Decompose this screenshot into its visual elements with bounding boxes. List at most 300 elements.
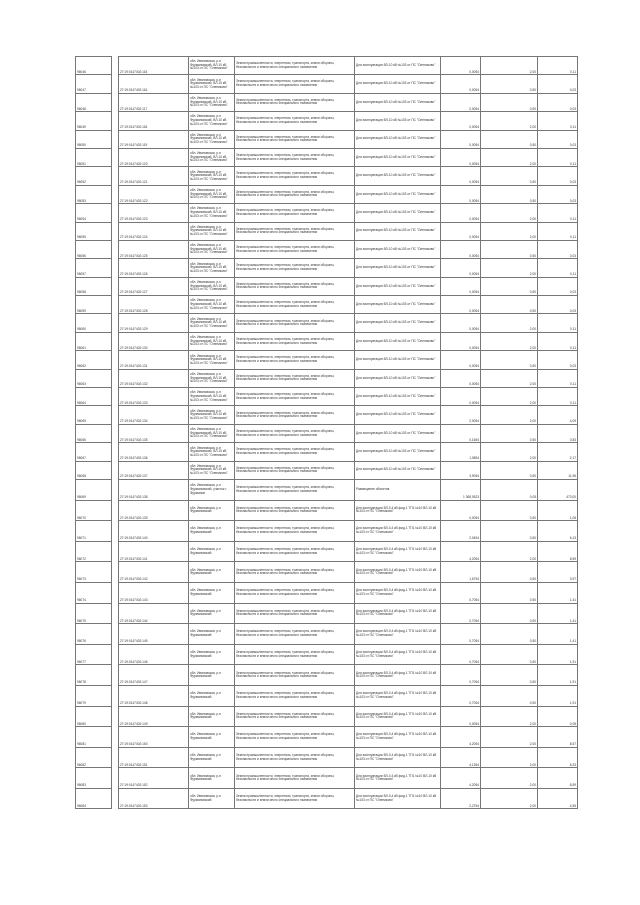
row-spacer — [112, 747, 119, 768]
row-land-category: Земли промышленности, энергетики, транспорта, земли обороны, безопасности и земли иного специального назначения — [235, 277, 355, 295]
row-spacer — [112, 57, 119, 75]
row-cadastral-number: 27:19:0147402:138 — [119, 479, 189, 500]
row-area: 0,7054 — [441, 603, 481, 624]
table-row — [76, 521, 578, 542]
row-rate: 0,50 — [481, 582, 538, 603]
row-area: 0,7054 — [441, 582, 481, 603]
row-land-category: Земли промышленности, энергетики, транспорта, земли обороны, безопасности и земли иного специального назначения — [235, 204, 355, 222]
row-area: 0,7054 — [441, 624, 481, 645]
row-land-category: Земли промышленности, энергетики, транспорта, земли обороны, безопасности и земли иного специального назначения — [235, 461, 355, 479]
table-row — [76, 185, 578, 203]
row-rate: 2,00 — [481, 747, 538, 768]
table-row — [76, 388, 578, 406]
row-area: 0,0054 — [441, 167, 481, 185]
row-cadastral-number: 27:19:0147402:124 — [119, 222, 189, 240]
row-code: 96047 — [76, 75, 112, 93]
row-land-category: Земли промышленности, энергетики, транспорта, земли обороны, безопасности и земли иного специального назначения — [235, 603, 355, 624]
row-code: 96071 — [76, 521, 112, 542]
row-area: 0,0054 — [441, 314, 481, 332]
row-rate: 0,50 — [481, 685, 538, 706]
row-permitted-use: Для эксплуатации ВЛ-10 кВ №103 от ПС "Олениково" — [355, 461, 441, 479]
row-amount: 473,00 — [538, 479, 578, 500]
row-permitted-use: Для эксплуатации ВЛ-10 кВ №103 от ПС "Олениково" — [355, 185, 441, 203]
row-permitted-use: Для эксплуатации ВЛ-0,4 кВ фид.1 ТП1 №10 ВЛ-10 кВ №103 от ПС "Олениково" — [355, 521, 441, 542]
row-rate: 0,50 — [481, 461, 538, 479]
row-amount: 0,11 — [538, 332, 578, 350]
row-amount: 1,41 — [538, 582, 578, 603]
row-cadastral-number: 27:19:0147402:122 — [119, 185, 189, 203]
row-permitted-use: Для эксплуатации ВЛ-10 кВ №103 от ПС "Олениково" — [355, 204, 441, 222]
row-amount: 1,91 — [538, 685, 578, 706]
table-row — [76, 369, 578, 387]
row-address: обл. Ивановская, р-н Фурмановский, ВЛ-10 кВ №103 от ПС "Олениково" — [189, 204, 235, 222]
row-spacer — [112, 424, 119, 442]
row-amount: 2,17 — [538, 443, 578, 461]
table-row — [76, 461, 578, 479]
row-area: 0,0054 — [441, 112, 481, 130]
row-code: 96065 — [76, 406, 112, 424]
row-rate: 0,50 — [481, 521, 538, 542]
row-permitted-use: Для эксплуатации ВЛ-0,4 кВ фид.1 ТП1 №10 ВЛ-10 кВ №103 от ПС "Олениково" — [355, 500, 441, 521]
row-area: 0,0054 — [441, 351, 481, 369]
row-area: 0,7054 — [441, 685, 481, 706]
row-area: 0,0054 — [441, 75, 481, 93]
row-spacer — [112, 351, 119, 369]
row-rate: 2,00 — [481, 204, 538, 222]
row-amount: 0,03 — [538, 130, 578, 148]
row-spacer — [112, 167, 119, 185]
row-area: 0,0054 — [441, 706, 481, 727]
row-amount: 0,11 — [538, 222, 578, 240]
table-row — [76, 424, 578, 442]
row-spacer — [112, 706, 119, 727]
row-area: 2,0454 — [441, 521, 481, 542]
row-rate: 2,00 — [481, 706, 538, 727]
row-area: 0,0054 — [441, 332, 481, 350]
table-row — [76, 130, 578, 148]
row-rate: 0,50 — [481, 644, 538, 665]
row-address: обл. Ивановская, р-н Фурмановский, ВЛ-10 кВ №103 от ПС "Олениково" — [189, 424, 235, 442]
row-rate: 2,00 — [481, 541, 538, 562]
row-rate: 2,00 — [481, 222, 538, 240]
row-cadastral-number: 27:19:0147402:142 — [119, 562, 189, 583]
row-address: обл. Ивановская, р-н Фурмановский, ВЛ-10 кВ №103 от ПС "Олениково" — [189, 332, 235, 350]
row-address: обл. Ивановская, р-н Фурмановский — [189, 685, 235, 706]
row-land-category: Земли промышленности, энергетики, транспорта, земли обороны, безопасности и земли иного специального назначения — [235, 500, 355, 521]
row-spacer — [112, 582, 119, 603]
table-row — [76, 277, 578, 295]
row-address: обл. Ивановская, р-н Фурмановский — [189, 562, 235, 583]
row-land-category: Земли промышленности, энергетики, транспорта, земли обороны, безопасности и земли иного специального назначения — [235, 148, 355, 166]
table-row — [76, 332, 578, 350]
row-spacer — [112, 665, 119, 686]
row-code: 96068 — [76, 461, 112, 479]
row-land-category: Земли промышленности, энергетики, транспорта, земли обороны, безопасности и земли иного специального назначения — [235, 541, 355, 562]
row-amount: 8,57 — [538, 727, 578, 748]
row-rate: 0,50 — [481, 562, 538, 583]
row-area: 4,2054 — [441, 727, 481, 748]
row-land-category: Земли промышленности, энергетики, транспорта, земли обороны, безопасности и земли иного специального назначения — [235, 768, 355, 789]
row-land-category: Земли промышленности, энергетики, транспорта, земли обороны, безопасности и земли иного специального назначения — [235, 314, 355, 332]
row-permitted-use: Для эксплуатации ВЛ-10 кВ №103 от ПС "Олениково" — [355, 369, 441, 387]
row-code: 96078 — [76, 665, 112, 686]
table-row — [76, 788, 578, 809]
row-amount: 1,91 — [538, 665, 578, 686]
row-area: 0,0054 — [441, 277, 481, 295]
row-amount: 0,03 — [538, 351, 578, 369]
row-spacer — [112, 277, 119, 295]
row-permitted-use: Для эксплуатации ВЛ-0,4 кВ фид.1 ТП1 №10 ВЛ-10 кВ №103 от ПС "Олениково" — [355, 788, 441, 809]
row-code: 96066 — [76, 424, 112, 442]
table-row — [76, 727, 578, 748]
row-cadastral-number: 27:19:0147402:153 — [119, 788, 189, 809]
row-land-category: Земли промышленности, энергетики, транспорта, земли обороны, безопасности и земли иного специального назначения — [235, 351, 355, 369]
row-amount: 0,11 — [538, 57, 578, 75]
row-address: обл. Ивановская, р-н Фурмановский — [189, 624, 235, 645]
row-area: 0,0054 — [441, 259, 481, 277]
row-area: 4,2054 — [441, 768, 481, 789]
row-spacer — [112, 185, 119, 203]
row-land-category: Земли промышленности, энергетики, транспорта, земли обороны, безопасности и земли иного специального назначения — [235, 240, 355, 258]
row-area: 0,0054 — [441, 222, 481, 240]
row-spacer — [112, 603, 119, 624]
row-address: обл. Ивановская, р-н Фурмановский — [189, 727, 235, 748]
row-address: обл. Ивановская, р-н Фурмановский — [189, 768, 235, 789]
row-code: 96081 — [76, 727, 112, 748]
row-permitted-use: Для эксплуатации ВЛ-0,4 кВ фид.1 ТП1 №10 ВЛ-10 кВ №103 от ПС "Олениково" — [355, 582, 441, 603]
row-permitted-use: Для эксплуатации ВЛ-10 кВ №103 от ПС "Олениково" — [355, 75, 441, 93]
row-address: обл. Ивановская, р-н Фурмановский, ВЛ-10 кВ №103 от ПС "Олениково" — [189, 240, 235, 258]
row-address: обл. Ивановская, р-н Фурмановский, ВЛ-10 кВ №103 от ПС "Олениково" — [189, 259, 235, 277]
row-area: 0,0054 — [441, 57, 481, 75]
row-amount: 0,11 — [538, 112, 578, 130]
row-amount: 0,11 — [538, 259, 578, 277]
row-code: 96077 — [76, 644, 112, 665]
row-land-category: Земли промышленности, энергетики, транспорта, земли обороны, безопасности и земли иного специального назначения — [235, 685, 355, 706]
row-rate: 0,05 — [481, 479, 538, 500]
row-cadastral-number: 27:19:0147402:132 — [119, 369, 189, 387]
row-area: 0,0054 — [441, 240, 481, 258]
row-code: 96048 — [76, 93, 112, 111]
row-code: 96079 — [76, 685, 112, 706]
row-code: 96051 — [76, 148, 112, 166]
row-amount: 0,11 — [538, 314, 578, 332]
row-land-category: Земли промышленности, энергетики, транспорта, земли обороны, безопасности и земли иного специального назначения — [235, 112, 355, 130]
document-page — [75, 56, 577, 809]
row-rate: 0,50 — [481, 665, 538, 686]
row-area: 0,0054 — [441, 388, 481, 406]
row-code: 96053 — [76, 185, 112, 203]
row-cadastral-number: 27:19:0147402:139 — [119, 500, 189, 521]
row-code: 96072 — [76, 541, 112, 562]
row-land-category: Земли промышленности, энергетики, транспорта, земли обороны, безопасности и земли иного специального назначения — [235, 443, 355, 461]
row-permitted-use: Для эксплуатации ВЛ-10 кВ №103 от ПС "Олениково" — [355, 93, 441, 111]
row-cadastral-number: 27:19:0147402:141 — [119, 541, 189, 562]
row-area: 2,0054 — [441, 406, 481, 424]
row-spacer — [112, 259, 119, 277]
row-address: обл. Ивановская, р-н Фурмановский — [189, 521, 235, 542]
row-rate: 0,50 — [481, 277, 538, 295]
row-area: 3,9054 — [441, 461, 481, 479]
row-rate: 2,00 — [481, 314, 538, 332]
row-code: 96067 — [76, 443, 112, 461]
row-permitted-use: Для эксплуатации ВЛ-10 кВ №103 от ПС "Олениково" — [355, 167, 441, 185]
row-land-category: Земли промышленности, энергетики, транспорта, земли обороны, безопасности и земли иного специального назначения — [235, 747, 355, 768]
row-amount: 3,97 — [538, 562, 578, 583]
row-land-category: Земли промышленности, энергетики, транспорта, земли обороны, безопасности и земли иного специального назначения — [235, 388, 355, 406]
row-code: 96049 — [76, 112, 112, 130]
row-permitted-use: Для эксплуатации ВЛ-0,4 кВ фид.1 ТП1 №10 ВЛ-10 кВ №103 от ПС "Олениково" — [355, 706, 441, 727]
row-area: 0,0054 — [441, 130, 481, 148]
row-amount: 0,08 — [538, 706, 578, 727]
row-code: 96083 — [76, 768, 112, 789]
row-code: 96046 — [76, 57, 112, 75]
row-spacer — [112, 369, 119, 387]
row-cadastral-number: 27:19:0147402:119 — [119, 130, 189, 148]
row-permitted-use: Для эксплуатации ВЛ-10 кВ №103 от ПС "Олениково" — [355, 314, 441, 332]
row-land-category: Земли промышленности, энергетики, транспорта, земли обороны, безопасности и земли иного специального назначения — [235, 479, 355, 500]
row-area: 2,2754 — [441, 788, 481, 809]
row-amount: 1,91 — [538, 644, 578, 665]
row-address: обл. Ивановская, р-н Фурмановский — [189, 541, 235, 562]
row-area: 1,6754 — [441, 562, 481, 583]
row-spacer — [112, 443, 119, 461]
row-land-category: Земли промышленности, энергетики, транспорта, земли обороны, безопасности и земли иного специального назначения — [235, 130, 355, 148]
row-code: 96057 — [76, 259, 112, 277]
row-rate: 0,50 — [481, 424, 538, 442]
row-spacer — [112, 222, 119, 240]
row-address: обл. Ивановская, р-н Фурмановский, ВЛ-10 кВ №103 от ПС "Олениково" — [189, 222, 235, 240]
row-amount: 8,59 — [538, 541, 578, 562]
row-spacer — [112, 93, 119, 111]
table-row — [76, 222, 578, 240]
row-rate: 2,00 — [481, 112, 538, 130]
row-code: 96059 — [76, 296, 112, 314]
row-area: 0,7054 — [441, 665, 481, 686]
row-cadastral-number: 27:19:0147402:131 — [119, 351, 189, 369]
row-permitted-use: Для эксплуатации ВЛ-10 кВ №103 от ПС "Олениково" — [355, 130, 441, 148]
row-address: обл. Ивановская, р-н Фурмановский, ВЛ-10 кВ №103 от ПС "Олениково" — [189, 167, 235, 185]
row-cadastral-number: 27:19:0147402:147 — [119, 665, 189, 686]
row-code: 96074 — [76, 582, 112, 603]
row-cadastral-number: 27:19:0147402:127 — [119, 277, 189, 295]
row-land-category: Земли промышленности, энергетики, транспорта, земли обороны, безопасности и земли иного специального назначения — [235, 582, 355, 603]
row-amount: 8,59 — [538, 768, 578, 789]
row-cadastral-number: 27:19:0147402:151 — [119, 747, 189, 768]
row-permitted-use: Для эксплуатации ВЛ-0,4 кВ фид.1 ТП1 №10 ВЛ-10 кВ №103 от ПС "Олениково" — [355, 603, 441, 624]
row-amount: 0,11 — [538, 388, 578, 406]
row-cadastral-number: 27:19:0147402:150 — [119, 727, 189, 748]
row-rate: 2,00 — [481, 57, 538, 75]
row-permitted-use: Для эксплуатации ВЛ-10 кВ №103 от ПС "Олениково" — [355, 277, 441, 295]
row-permitted-use: Для эксплуатации ВЛ-0,4 кВ фид.1 ТП1 №10 ВЛ-10 кВ №103 от ПС "Олениково" — [355, 562, 441, 583]
row-permitted-use: Для эксплуатации ВЛ-10 кВ №103 от ПС "Олениково" — [355, 388, 441, 406]
row-area: 0,0054 — [441, 500, 481, 521]
row-address: обл. Ивановская, р-н Фурмановский — [189, 747, 235, 768]
row-amount: 1,41 — [538, 603, 578, 624]
table-row — [76, 406, 578, 424]
row-address: обл. Ивановская, р-н Фурмановский, ВЛ-10 кВ №103 от ПС "Олениково" — [189, 130, 235, 148]
row-rate: 2,00 — [481, 788, 538, 809]
table-row — [76, 112, 578, 130]
row-cadastral-number: 27:19:0147402:135 — [119, 424, 189, 442]
row-address: обл. Ивановская, р-н Фурмановский, ВЛ-10 кВ №103 от ПС "Олениково" — [189, 93, 235, 111]
row-amount: 4,55 — [538, 788, 578, 809]
row-rate: 0,50 — [481, 351, 538, 369]
table-row — [76, 747, 578, 768]
row-code: 96073 — [76, 562, 112, 583]
row-land-category: Земли промышленности, энергетики, транспорта, земли обороны, безопасности и земли иного специального назначения — [235, 57, 355, 75]
table-row — [76, 685, 578, 706]
row-cadastral-number: 27:19:0147402:117 — [119, 93, 189, 111]
row-code: 96084 — [76, 788, 112, 809]
row-spacer — [112, 75, 119, 93]
row-permitted-use: Для эксплуатации ВЛ-0,4 кВ фид.1 ТП1 №10 ВЛ-10 кВ №103 от ПС "Олениково" — [355, 644, 441, 665]
row-permitted-use: Для эксплуатации ВЛ-10 кВ №103 от ПС "Олениково" — [355, 424, 441, 442]
row-code: 96060 — [76, 314, 112, 332]
row-spacer — [112, 130, 119, 148]
row-amount: 0,03 — [538, 296, 578, 314]
row-land-category: Земли промышленности, энергетики, транспорта, земли обороны, безопасности и земли иного специального назначения — [235, 788, 355, 809]
row-cadastral-number: 27:19:0147402:144 — [119, 603, 189, 624]
row-area: 4,1354 — [441, 747, 481, 768]
row-rate: 0,50 — [481, 240, 538, 258]
table-row — [76, 351, 578, 369]
row-area: 0,0054 — [441, 148, 481, 166]
row-permitted-use: Для эксплуатации ВЛ-0,4 кВ фид.1 ТП1 №10 ВЛ-10 кВ №103 от ПС "Олениково" — [355, 665, 441, 686]
row-amount: 1,41 — [538, 624, 578, 645]
row-address: обл. Ивановская, р-н Фурмановский, ВЛ-10 кВ №103 от ПС "Олениково" — [189, 351, 235, 369]
table-row — [76, 204, 578, 222]
row-spacer — [112, 240, 119, 258]
row-address: обл. Ивановская, р-н Фурмановский — [189, 665, 235, 686]
row-cadastral-number: 27:19:0147402:129 — [119, 314, 189, 332]
row-rate: 0,50 — [481, 93, 538, 111]
row-cadastral-number: 27:19:0147402:145 — [119, 624, 189, 645]
row-spacer — [112, 624, 119, 645]
row-amount: 0,03 — [538, 185, 578, 203]
row-code: 96064 — [76, 388, 112, 406]
table-row — [76, 644, 578, 665]
row-address: обл. Ивановская, р-н Фурмановский, ВЛ-10 кВ №103 от ПС "Олениково" — [189, 369, 235, 387]
row-address: обл. Ивановская, р-н Фурмановский — [189, 706, 235, 727]
row-land-category: Земли промышленности, энергетики, транспорта, земли обороны, безопасности и земли иного специального назначения — [235, 521, 355, 542]
row-cadastral-number: 27:19:0147402:146 — [119, 644, 189, 665]
row-spacer — [112, 148, 119, 166]
row-amount: 0,03 — [538, 277, 578, 295]
row-cadastral-number: 27:19:0147402:130 — [119, 332, 189, 350]
row-code: 96052 — [76, 167, 112, 185]
row-area: 0,7054 — [441, 644, 481, 665]
row-cadastral-number: 27:19:0147402:133 — [119, 388, 189, 406]
row-land-category: Земли промышленности, энергетики, транспорта, земли обороны, безопасности и земли иного специального назначения — [235, 624, 355, 645]
table-row — [76, 148, 578, 166]
row-permitted-use: Для эксплуатации ВЛ-10 кВ №103 от ПС "Олениково" — [355, 296, 441, 314]
row-cadastral-number: 27:19:0147402:121 — [119, 167, 189, 185]
row-area: 4,2054 — [441, 541, 481, 562]
row-code: 96082 — [76, 747, 112, 768]
row-land-category: Земли промышленности, энергетики, транспорта, земли обороны, безопасности и земли иного специального назначения — [235, 75, 355, 93]
row-cadastral-number: 27:19:0147402:116 — [119, 75, 189, 93]
table-row — [76, 768, 578, 789]
table-row — [76, 603, 578, 624]
row-spacer — [112, 314, 119, 332]
table-row — [76, 541, 578, 562]
row-permitted-use: Для эксплуатации ВЛ-0,4 кВ фид.1 ТП1 №10 ВЛ-10 кВ №103 от ПС "Олениково" — [355, 541, 441, 562]
row-land-category: Земли промышленности, энергетики, транспорта, земли обороны, безопасности и земли иного специального назначения — [235, 706, 355, 727]
row-area: 1 368,0523 — [441, 479, 481, 500]
row-spacer — [112, 461, 119, 479]
row-address: обл. Ивановская, р-н Фурмановский, ВЛ-10 кВ №103 от ПС "Олениково" — [189, 296, 235, 314]
row-code: 96055 — [76, 222, 112, 240]
row-address: обл. Ивановская, р-н Фурмановский — [189, 582, 235, 603]
row-cadastral-number: 27:19:0147402:128 — [119, 296, 189, 314]
row-spacer — [112, 768, 119, 789]
row-amount: 0,03 — [538, 240, 578, 258]
row-address: обл. Ивановская, р-н Фурмановский, ВЛ-10 кВ №103 от ПС "Олениково" — [189, 75, 235, 93]
row-amount: 0,03 — [538, 75, 578, 93]
row-rate: 2,00 — [481, 388, 538, 406]
row-cadastral-number: 27:19:0147402:118 — [119, 112, 189, 130]
row-spacer — [112, 521, 119, 542]
row-address: обл. Ивановская, р-н Фурмановский, ВЛ-10 кВ №103 от ПС "Олениково" — [189, 57, 235, 75]
table-row — [76, 75, 578, 93]
row-cadastral-number: 27:19:0147402:115 — [119, 57, 189, 75]
row-spacer — [112, 406, 119, 424]
row-permitted-use: Для эксплуатации ВЛ-0,4 кВ фид.1 ТП1 №10 ВЛ-10 кВ №103 от ПС "Олениково" — [355, 727, 441, 748]
table-row — [76, 706, 578, 727]
row-permitted-use: Для эксплуатации ВЛ-10 кВ №103 от ПС "Олениково" — [355, 332, 441, 350]
row-spacer — [112, 204, 119, 222]
row-cadastral-number: 27:19:0147402:137 — [119, 461, 189, 479]
row-permitted-use: Размещение объектов — [355, 479, 441, 500]
row-code: 96063 — [76, 369, 112, 387]
table-row — [76, 167, 578, 185]
row-rate: 0,50 — [481, 167, 538, 185]
row-rate: 0,50 — [481, 75, 538, 93]
row-area: 0,1654 — [441, 424, 481, 442]
row-cadastral-number: 27:19:0147402:140 — [119, 521, 189, 542]
table-row — [76, 240, 578, 258]
row-cadastral-number: 27:19:0147402:126 — [119, 259, 189, 277]
row-permitted-use: Для эксплуатации ВЛ-0,4 кВ фид.1 ТП1 №10 ВЛ-10 кВ №103 от ПС "Олениково" — [355, 624, 441, 645]
row-rate: 2,00 — [481, 768, 538, 789]
row-amount: 0,03 — [538, 167, 578, 185]
row-address: обл. Ивановская, р-н Фурмановский, участок г. Фурманов — [189, 479, 235, 500]
row-permitted-use: Для эксплуатации ВЛ-10 кВ №103 от ПС "Олениково" — [355, 240, 441, 258]
row-amount: 0,11 — [538, 204, 578, 222]
row-rate: 2,00 — [481, 148, 538, 166]
table-row — [76, 57, 578, 75]
row-cadastral-number: 27:19:0147402:149 — [119, 706, 189, 727]
row-rate: 0,50 — [481, 296, 538, 314]
row-spacer — [112, 332, 119, 350]
row-code: 96058 — [76, 277, 112, 295]
row-amount: 8,33 — [538, 747, 578, 768]
row-cadastral-number: 27:19:0147402:143 — [119, 582, 189, 603]
row-address: обл. Ивановская, р-н Фурмановский, ВЛ-10 кВ №103 от ПС "Олениково" — [189, 112, 235, 130]
row-address: обл. Ивановская, р-н Фурмановский, ВЛ-10 кВ №103 от ПС "Олениково" — [189, 461, 235, 479]
row-rate: 0,50 — [481, 603, 538, 624]
row-code: 96054 — [76, 204, 112, 222]
row-code: 96080 — [76, 706, 112, 727]
row-address: обл. Ивановская, р-н Фурмановский, ВЛ-10 кВ №103 от ПС "Олениково" — [189, 388, 235, 406]
row-land-category: Земли промышленности, энергетики, транспорта, земли обороны, безопасности и земли иного специального назначения — [235, 185, 355, 203]
row-land-category: Земли промышленности, энергетики, транспорта, земли обороны, безопасности и земли иного специального назначения — [235, 727, 355, 748]
row-code: 96061 — [76, 332, 112, 350]
row-address: обл. Ивановская, р-н Фурмановский, ВЛ-10 кВ №103 от ПС "Олениково" — [189, 148, 235, 166]
row-rate: 2,00 — [481, 259, 538, 277]
